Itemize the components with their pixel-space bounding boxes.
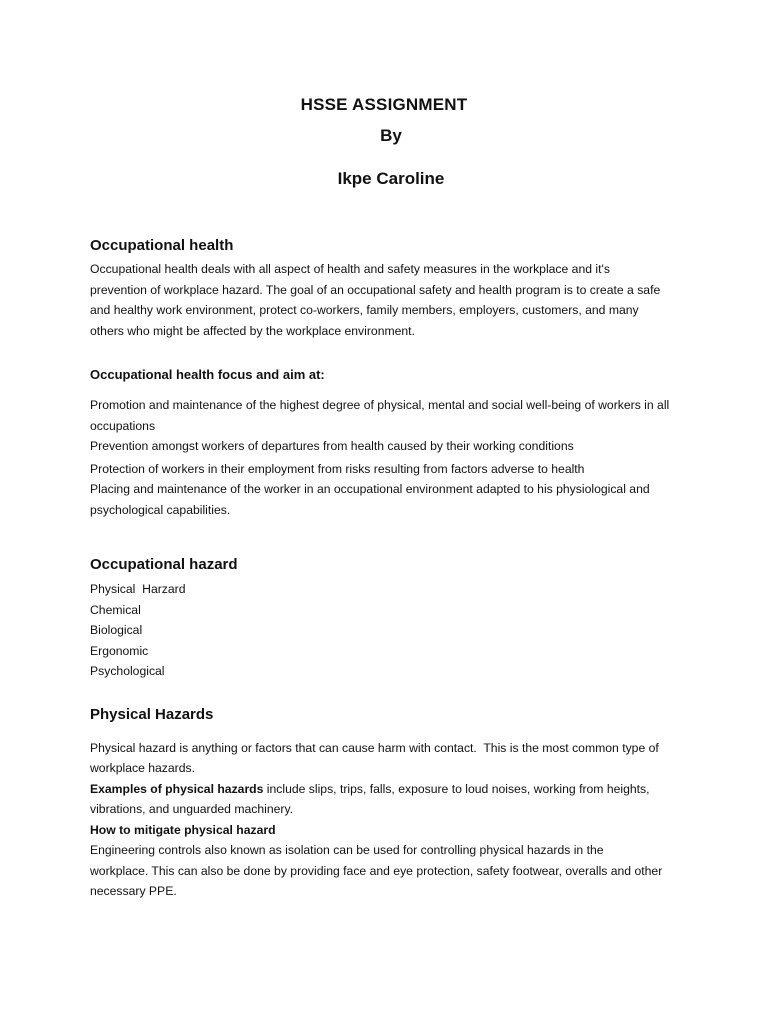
mitigate-heading: How to mitigate physical hazard: [90, 822, 276, 837]
physical-hazard-examples: [90, 779, 670, 820]
hazard-list-item: Psychological: [90, 664, 165, 678]
focus-heading: Occupational health focus and aim at:: [90, 367, 325, 382]
hazard-list-item: Physical Harzard: [90, 582, 186, 596]
hazard-list: [90, 579, 690, 682]
occupational-health-paragraph: Occupational health deals with all aspect of health and safety measures in the workplace and it's prevention of workplace hazard. The goal of an occupational safety and health program is to create a safe and healthy work environment, protect co-workers, family members, employers, customers, and many others who might be affected by the workplace environment.: [90, 262, 661, 338]
section-heading-occupational-health: Occupational health: [90, 237, 234, 254]
physical-hazard-definition: Physical hazard is anything or factors that can cause harm with contact. This is the most common type of workplace hazards.: [90, 740, 663, 775]
focus-item: Placing and maintenance of the worker in an occupational environment adapted to his physiological and psychological capabilities.: [90, 482, 650, 517]
hazard-list-item: Biological: [90, 623, 143, 637]
hazard-list-item: Chemical: [90, 602, 141, 617]
focus-item: Protection of workers in their employment from risks resulting from factors adverse to health: [90, 461, 585, 476]
section-heading-physical-hazards: Physical Hazards: [90, 705, 214, 723]
author-name: Ikpe Caroline: [337, 169, 445, 188]
section-heading-occupational-hazard: Occupational hazard: [90, 556, 238, 573]
mitigate-text: Engineering controls also known as isolation can be used for controlling physical hazards in the workplace. This can also be done by providing face and eye protection, safety footwear, overalls and other necessary PPE.: [90, 843, 663, 898]
focus-item: Prevention amongst workers of departures from health caused by their working conditions: [90, 439, 574, 453]
focus-item: Promotion and maintenance of the highest degree of physical, mental and social well-being of workers in all occupations: [90, 398, 670, 433]
document-title: HSSE ASSIGNMENT: [300, 95, 468, 114]
hazard-list-item: Ergonomic: [90, 643, 149, 658]
by-line: By: [380, 126, 402, 145]
examples-text: include slips, trips, falls, exposure to loud noises, working from heights, vibrations, and unguarded machinery.: [90, 781, 650, 816]
examples-label: Examples of physical hazards: [90, 781, 264, 796]
document-body: [90, 235, 690, 902]
